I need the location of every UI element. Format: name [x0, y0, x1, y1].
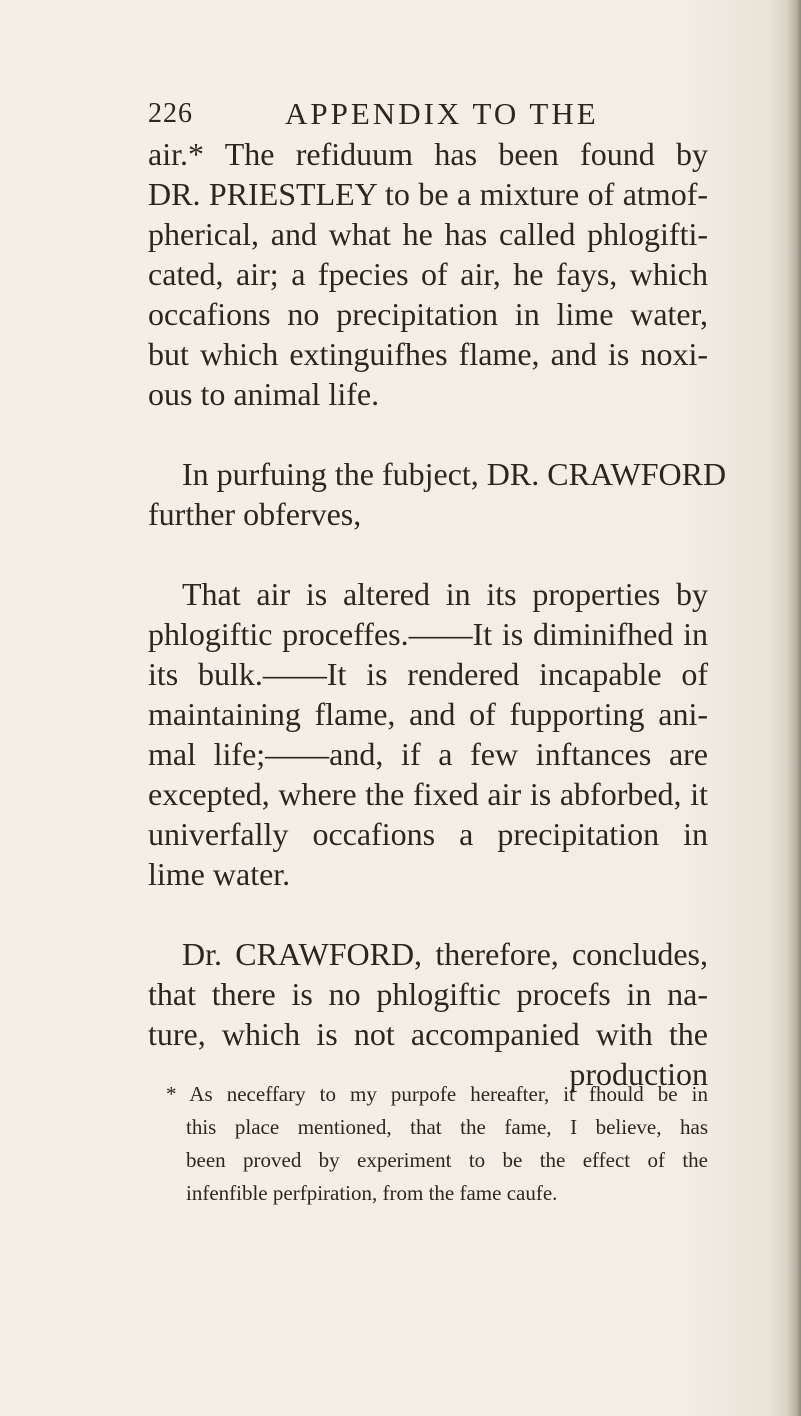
footnote-line: been proved by experiment to be the effect of the [186, 1148, 708, 1172]
text-line: air.* The refiduum has been found by [148, 136, 708, 172]
text-line: occafions no precipitation in lime water, [148, 296, 708, 332]
body-text [148, 134, 727, 1094]
text-line: ous to animal life. [148, 376, 380, 412]
text-line: In purfuing the fubject, DR. CRAWFORD [182, 456, 727, 492]
text-line: maintaining flame, and of fupporting ani- [148, 696, 708, 732]
text-line: further obferves, [148, 496, 362, 532]
paragraph-4 [148, 934, 708, 1094]
footnote-line: infenfible perfpiration, from the fame caufe. [186, 1181, 558, 1205]
text-line: pherical, and what he has called phlogifti- [148, 216, 708, 252]
footnote [148, 1078, 708, 1210]
paragraph-2 [148, 454, 727, 534]
footnote-line: * As neceffary to my purpofe hereafter, it fhould be in [166, 1082, 708, 1106]
text-line: univerfally occafions a precipitation in [148, 816, 708, 852]
text-line: excepted, where the fixed air is abforbed, it [148, 776, 708, 812]
text-line: Dr. CRAWFORD, therefore, concludes, [182, 936, 708, 972]
page-number: 226 [148, 98, 193, 129]
text-line: but which extinguifhes flame, and is noxi- [148, 336, 708, 372]
page-header [148, 98, 708, 138]
text-line: DR. PRIESTLEY to be a mixture of atmof- [148, 176, 708, 212]
page-edge-shadow [787, 0, 801, 1416]
text-line: that there is no phlogiftic procefs in na- [148, 976, 708, 1012]
text-line: phlogiftic proceffes.——It is diminifhed in [148, 616, 708, 652]
catchword: production [569, 1056, 708, 1092]
text-line: its bulk.——It is rendered incapable of [148, 656, 708, 692]
paragraph-3 [148, 574, 708, 894]
text-line: cated, air; a fpecies of air, he fays, which [148, 256, 708, 292]
text-line: ture, which is not accompanied with the [148, 1016, 708, 1052]
paragraph-1 [148, 134, 708, 414]
text-line: lime water. [148, 856, 291, 892]
footnote-line: this place mentioned, that the fame, I believe, has [186, 1115, 708, 1139]
text-line: mal life;——and, if a few inftances are [148, 736, 708, 772]
running-head: APPENDIX TO THE [285, 96, 599, 131]
text-line: That air is altered in its properties by [182, 576, 708, 612]
